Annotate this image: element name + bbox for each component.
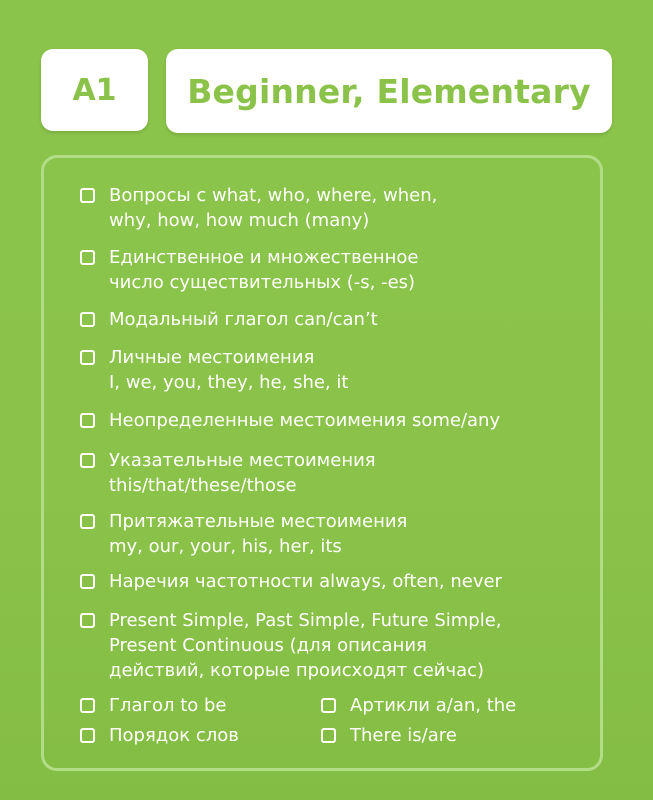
checkbox[interactable] — [80, 453, 95, 468]
checklist-item-label — [109, 608, 502, 683]
checkbox[interactable] — [80, 613, 95, 628]
checklist-item-to-be — [80, 693, 227, 718]
checklist-item-frequency-adverbs — [80, 569, 502, 594]
label-line: Указательные местоимения — [109, 450, 376, 471]
checklist-item-word-order — [80, 723, 239, 748]
label-line: действий, которые происходят сейчас) — [109, 660, 485, 681]
checklist-item-indefinite-pronouns — [80, 408, 500, 433]
label-line: Present Simple, Past Simple, Future Simple, — [109, 610, 502, 631]
checklist-item-tenses — [80, 608, 502, 683]
checkbox[interactable] — [80, 312, 95, 327]
checkbox[interactable] — [80, 698, 95, 713]
checklist-item-label — [109, 569, 502, 594]
label-line: There is/are — [350, 725, 457, 746]
checklist-item-there-is — [321, 723, 457, 748]
checklist-item-questions — [80, 183, 437, 233]
checklist-item-articles — [321, 693, 516, 718]
checklist-item-label — [109, 408, 500, 433]
checklist-item-possessive-pronouns — [80, 509, 407, 559]
checkbox[interactable] — [321, 698, 336, 713]
label-line: Наречия частотности always, often, never — [109, 571, 502, 592]
checkbox[interactable] — [80, 250, 95, 265]
label-line: Единственное и множественное — [109, 247, 419, 268]
label-line: Present Continuous (для описания — [109, 635, 427, 656]
checklist-item-label — [350, 723, 457, 748]
checklist-item-label — [109, 183, 437, 233]
level-title: Beginner, Elementary — [187, 71, 591, 111]
label-line: Порядок слов — [109, 725, 239, 746]
checklist-item-label — [109, 448, 376, 498]
label-line: I, we, you, they, he, she, it — [109, 372, 349, 393]
label-line: Притяжательные местоимения — [109, 511, 408, 532]
label-line: число существительных (-s, -es) — [109, 272, 416, 293]
checklist-item-modal — [80, 307, 378, 332]
label-line: this/that/these/those — [109, 475, 297, 496]
checklist-item-plural — [80, 245, 418, 295]
checkbox[interactable] — [80, 574, 95, 589]
checklist-item-label — [109, 723, 239, 748]
label-line: my, our, your, his, her, its — [109, 536, 342, 557]
checkbox[interactable] — [80, 413, 95, 428]
checkbox[interactable] — [80, 350, 95, 365]
checklist-item-label — [109, 693, 227, 718]
label-line: Модальный глагол can/can’t — [109, 309, 378, 330]
checklist-item-demonstrative-pronouns — [80, 448, 376, 498]
label-line: Неопределенные местоимения some/any — [109, 410, 501, 431]
label-line: why, how, how much (many) — [109, 210, 370, 231]
checklist-item-label — [109, 345, 348, 395]
level-badge — [41, 49, 148, 131]
label-line: Личные местоимения — [109, 347, 315, 368]
checkbox[interactable] — [321, 728, 336, 743]
checklist-item-label — [109, 509, 407, 559]
checklist-item-label — [109, 307, 378, 332]
level-title-box — [166, 49, 612, 133]
checkbox[interactable] — [80, 188, 95, 203]
checklist-item-label — [350, 693, 516, 718]
label-line: Глагол to be — [109, 695, 227, 716]
label-line: Артикли a/an, the — [350, 695, 517, 716]
checkbox[interactable] — [80, 514, 95, 529]
checklist-item-personal-pronouns — [80, 345, 348, 395]
checklist-item-label — [109, 245, 418, 295]
level-label: A1 — [72, 72, 117, 108]
checkbox[interactable] — [80, 728, 95, 743]
label-line: Вопросы с what, who, where, when, — [109, 185, 438, 206]
